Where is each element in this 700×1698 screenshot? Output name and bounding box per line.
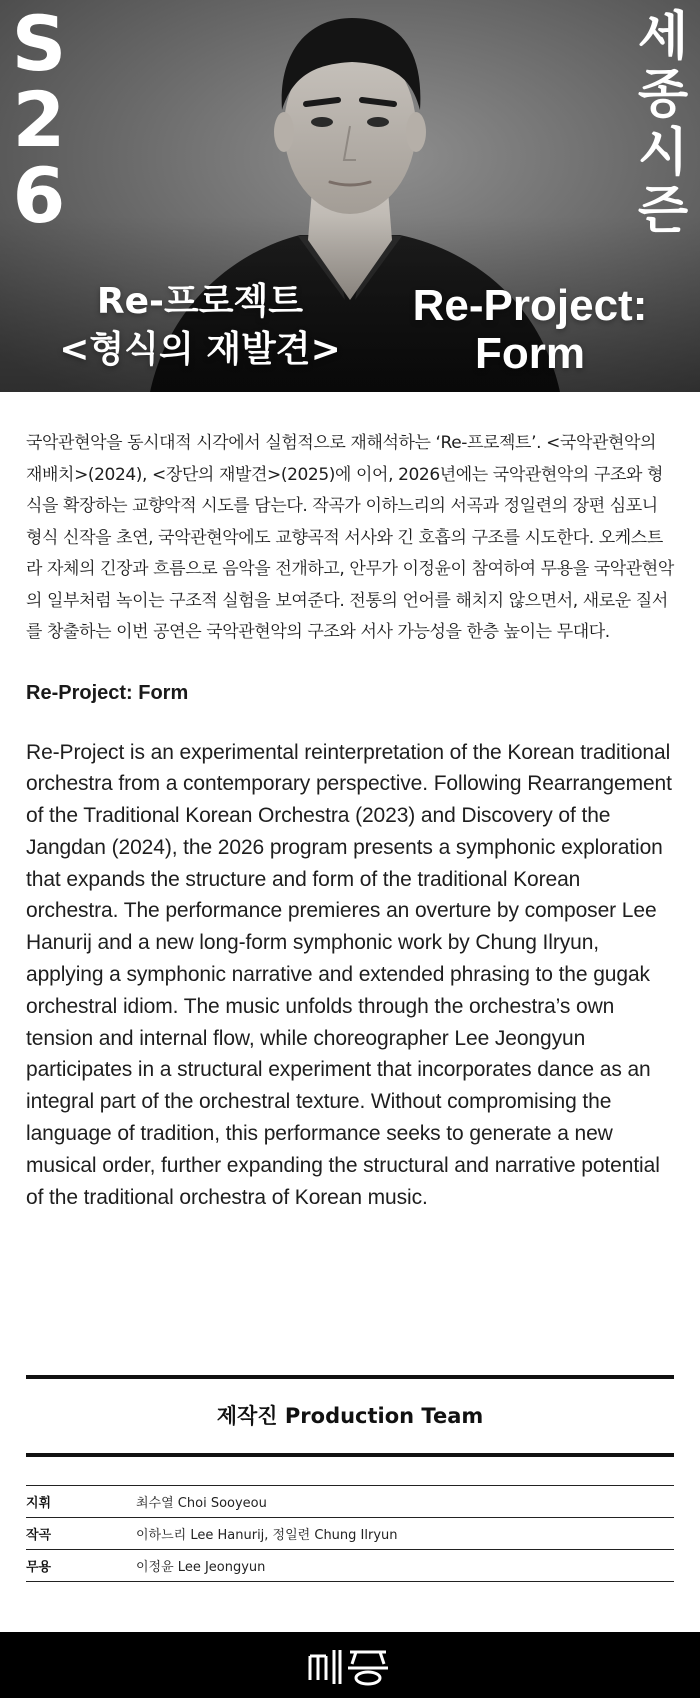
season-label-ko bbox=[632, 8, 694, 240]
season-ko-char: 즌 bbox=[637, 181, 689, 241]
hero-title-en-line2: Form bbox=[475, 329, 585, 378]
season-char: 6 bbox=[12, 151, 64, 240]
sejong-logo-icon[interactable] bbox=[306, 1646, 394, 1688]
team-role: 지휘 bbox=[26, 1496, 52, 1511]
team-row bbox=[26, 1550, 674, 1582]
description-english: Re-Project is an experimental reinterpretation of the Korean traditional orchestra from a contemporary perspective. Following Rearrangement of the Traditional Korean Orchestra (2023) and Discovery of the Jangdan (2024), the 2026 program presents a symphonic exploration that expands the structure and form of the traditional Korean orchestra. The performance premieres an overture by composer Lee Hanurij and a new long-form symphonic work by Chung Ilryun, applying a symphonic narrative and extended phrasing to the gugak orchestral idiom. The music unfolds through the orchestra’s own tension and internal flow, while choreographer Lee Jeongyun participates in a structural experiment that incorporates dance as an integral part of the orchestral texture. Without compromising the language of tradition, this performance seeks to generate a new musical order, further expanding the structural and narrative potential of the traditional orchestra of Korean music. bbox=[26, 740, 672, 1209]
team-role: 작곡 bbox=[26, 1528, 52, 1543]
team-member: 이정윤 Lee Jeongyun bbox=[136, 1560, 266, 1575]
hero-title-korean bbox=[40, 278, 360, 374]
team-role: 무용 bbox=[26, 1560, 52, 1575]
hero-title-english bbox=[380, 282, 680, 378]
season-char: 2 bbox=[12, 75, 64, 164]
team-member: 이하느리 Lee Hanurij, 정일련 Chung Ilryun bbox=[136, 1528, 398, 1543]
hero-title-ko-line2: <형식의 재발견> bbox=[59, 329, 341, 370]
hero-title-ko-line1: Re-프로젝트 bbox=[96, 281, 304, 322]
hero-banner bbox=[0, 0, 700, 392]
divider bbox=[26, 1453, 674, 1457]
season-ko-char: 종 bbox=[637, 65, 689, 125]
team-member: 최수열 Choi Sooyeou bbox=[136, 1496, 267, 1511]
production-team-section bbox=[26, 1375, 674, 1582]
hero-title-en-line1: Re-Project: bbox=[412, 281, 648, 330]
production-team-table bbox=[26, 1485, 674, 1582]
team-row bbox=[26, 1486, 674, 1518]
season-ko-char: 시 bbox=[637, 123, 689, 183]
season-code bbox=[8, 0, 68, 240]
season-char: S bbox=[11, 0, 65, 88]
production-team-title: 제작진 Production Team bbox=[216, 1404, 484, 1428]
footer-bar bbox=[0, 1632, 700, 1698]
english-heading: Re-Project: Form bbox=[26, 681, 189, 704]
program-description bbox=[26, 428, 676, 1213]
team-row bbox=[26, 1518, 674, 1550]
description-korean: 국악관현악을 동시대적 시각에서 실험적으로 재해석하는 ‘Re-프로젝트’. <국악관현악의 재배치>(2024), <장단의 재발견>(2025)에 이어, 2026년에는 국악관현악의 구조와 형식을 확장하는 교향악적 시도를 담는다. 작곡가 이하느리의 서곡과 정일련의 장편 심포니 형식 신작을 초연, 국악관현악에도 교향곡적 서사와 긴 호흡의 구조를 시도한다. 오케스트라 자체의 긴장과 흐름으로 음악을 전개하고, 안무가 이정윤이 참여하여 무용을 국악관현악의 일부처럼 녹이는 구조적 실험을 보여준다. 전통의 언어를 해치지 않으면서, 새로운 질서를 창출하는 이번 공연은 국악관현악의 구조와 서사 가능성을 한층 높이는 무대다. bbox=[26, 433, 674, 642]
season-ko-char: 세 bbox=[637, 7, 689, 67]
